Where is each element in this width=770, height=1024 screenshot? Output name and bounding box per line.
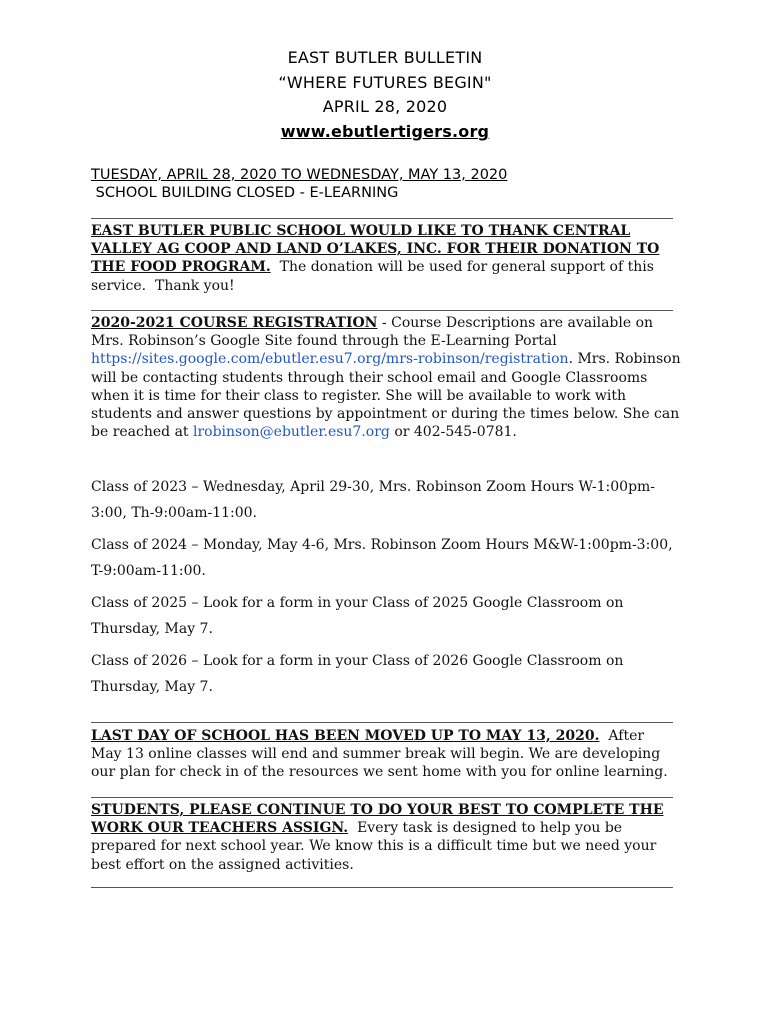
website-link[interactable]: www.ebutlertigers.org [280, 122, 490, 141]
last-day-body: After May 13 online classes will end and summer break will begin. We are developing our plan for check in of the resources we sent home with you for online learning. [91, 728, 668, 781]
registration-body: . Mrs. Robinson will be contacting students through their school email and Google Classrooms when it is time for their class to register. She will be available to work with students and answer questions by appointment or during the times below. She can be reached at [91, 351, 681, 441]
registration-section [91, 314, 681, 441]
divider [91, 218, 673, 219]
registration-heading: 2020-2021 COURSE REGISTRATION [91, 315, 378, 331]
bulletin-title: EAST BUTLER BULLETIN [287, 48, 483, 67]
donation-section [91, 222, 677, 295]
closure-status: SCHOOL BUILDING CLOSED - E-LEARNING [91, 185, 399, 201]
students-body: Every task is designed to help you be prepared for next school year. We know this is a difficult time but we need your best effort on the assigned activities. [91, 820, 661, 873]
class-schedule-item: Class of 2024 – Monday, May 4-6, Mrs. Robinson Zoom Hours M&W-1:00pm-3:00, T-9:00am-11:00. [91, 537, 673, 579]
last-day-heading: LAST DAY OF SCHOOL HAS BEEN MOVED UP TO MAY 13, 2020. [91, 728, 600, 744]
students-heading: STUDENTS, PLEASE CONTINUE TO DO YOUR BEST TO COMPLETE THE WORK OUR TEACHERS ASSIGN. [91, 802, 664, 837]
divider [91, 310, 673, 311]
bulletin-motto: “WHERE FUTURES BEGIN" [278, 73, 492, 92]
registration-intro: - Course Descriptions are available on Mrs. Robinson’s Google Site found through the E-Learning Portal [91, 315, 654, 350]
class-schedule-item: Class of 2023 – Wednesday, April 29-30, Mrs. Robinson Zoom Hours W-1:00pm-3:00, Th-9:00am-11:00. [91, 479, 656, 521]
divider [91, 722, 673, 723]
divider [91, 797, 673, 798]
class-schedule-item: Class of 2026 – Look for a form in your Class of 2026 Google Classroom on Thursday, May 7. [91, 653, 624, 695]
class-schedule-item: Class of 2025 – Look for a form in your Class of 2025 Google Classroom on Thursday, May 7. [91, 595, 624, 637]
email-link[interactable]: lrobinson@ebutler.esu7.org [193, 424, 390, 441]
donation-body: The donation will be used for general support of this service. Thank you! [91, 259, 659, 294]
closure-dates: TUESDAY, APRIL 28, 2020 TO WEDNESDAY, MAY 13, 2020 [91, 167, 508, 183]
registration-phone: or 402-545-0781. [389, 424, 517, 441]
divider [91, 887, 673, 888]
last-day-section [91, 727, 677, 782]
donation-heading: EAST BUTLER PUBLIC SCHOOL WOULD LIKE TO THANK CENTRAL VALLEY AG COOP AND LAND O’LAKES, INC. FOR THEIR DONATION TO THE FOOD PROGRAM. [91, 223, 660, 276]
registration-site-link[interactable]: https://sites.google.com/ebutler.esu7.org/mrs-robinson/registration [91, 351, 569, 368]
students-section [91, 801, 677, 874]
bulletin-date: APRIL 28, 2020 [322, 97, 448, 116]
